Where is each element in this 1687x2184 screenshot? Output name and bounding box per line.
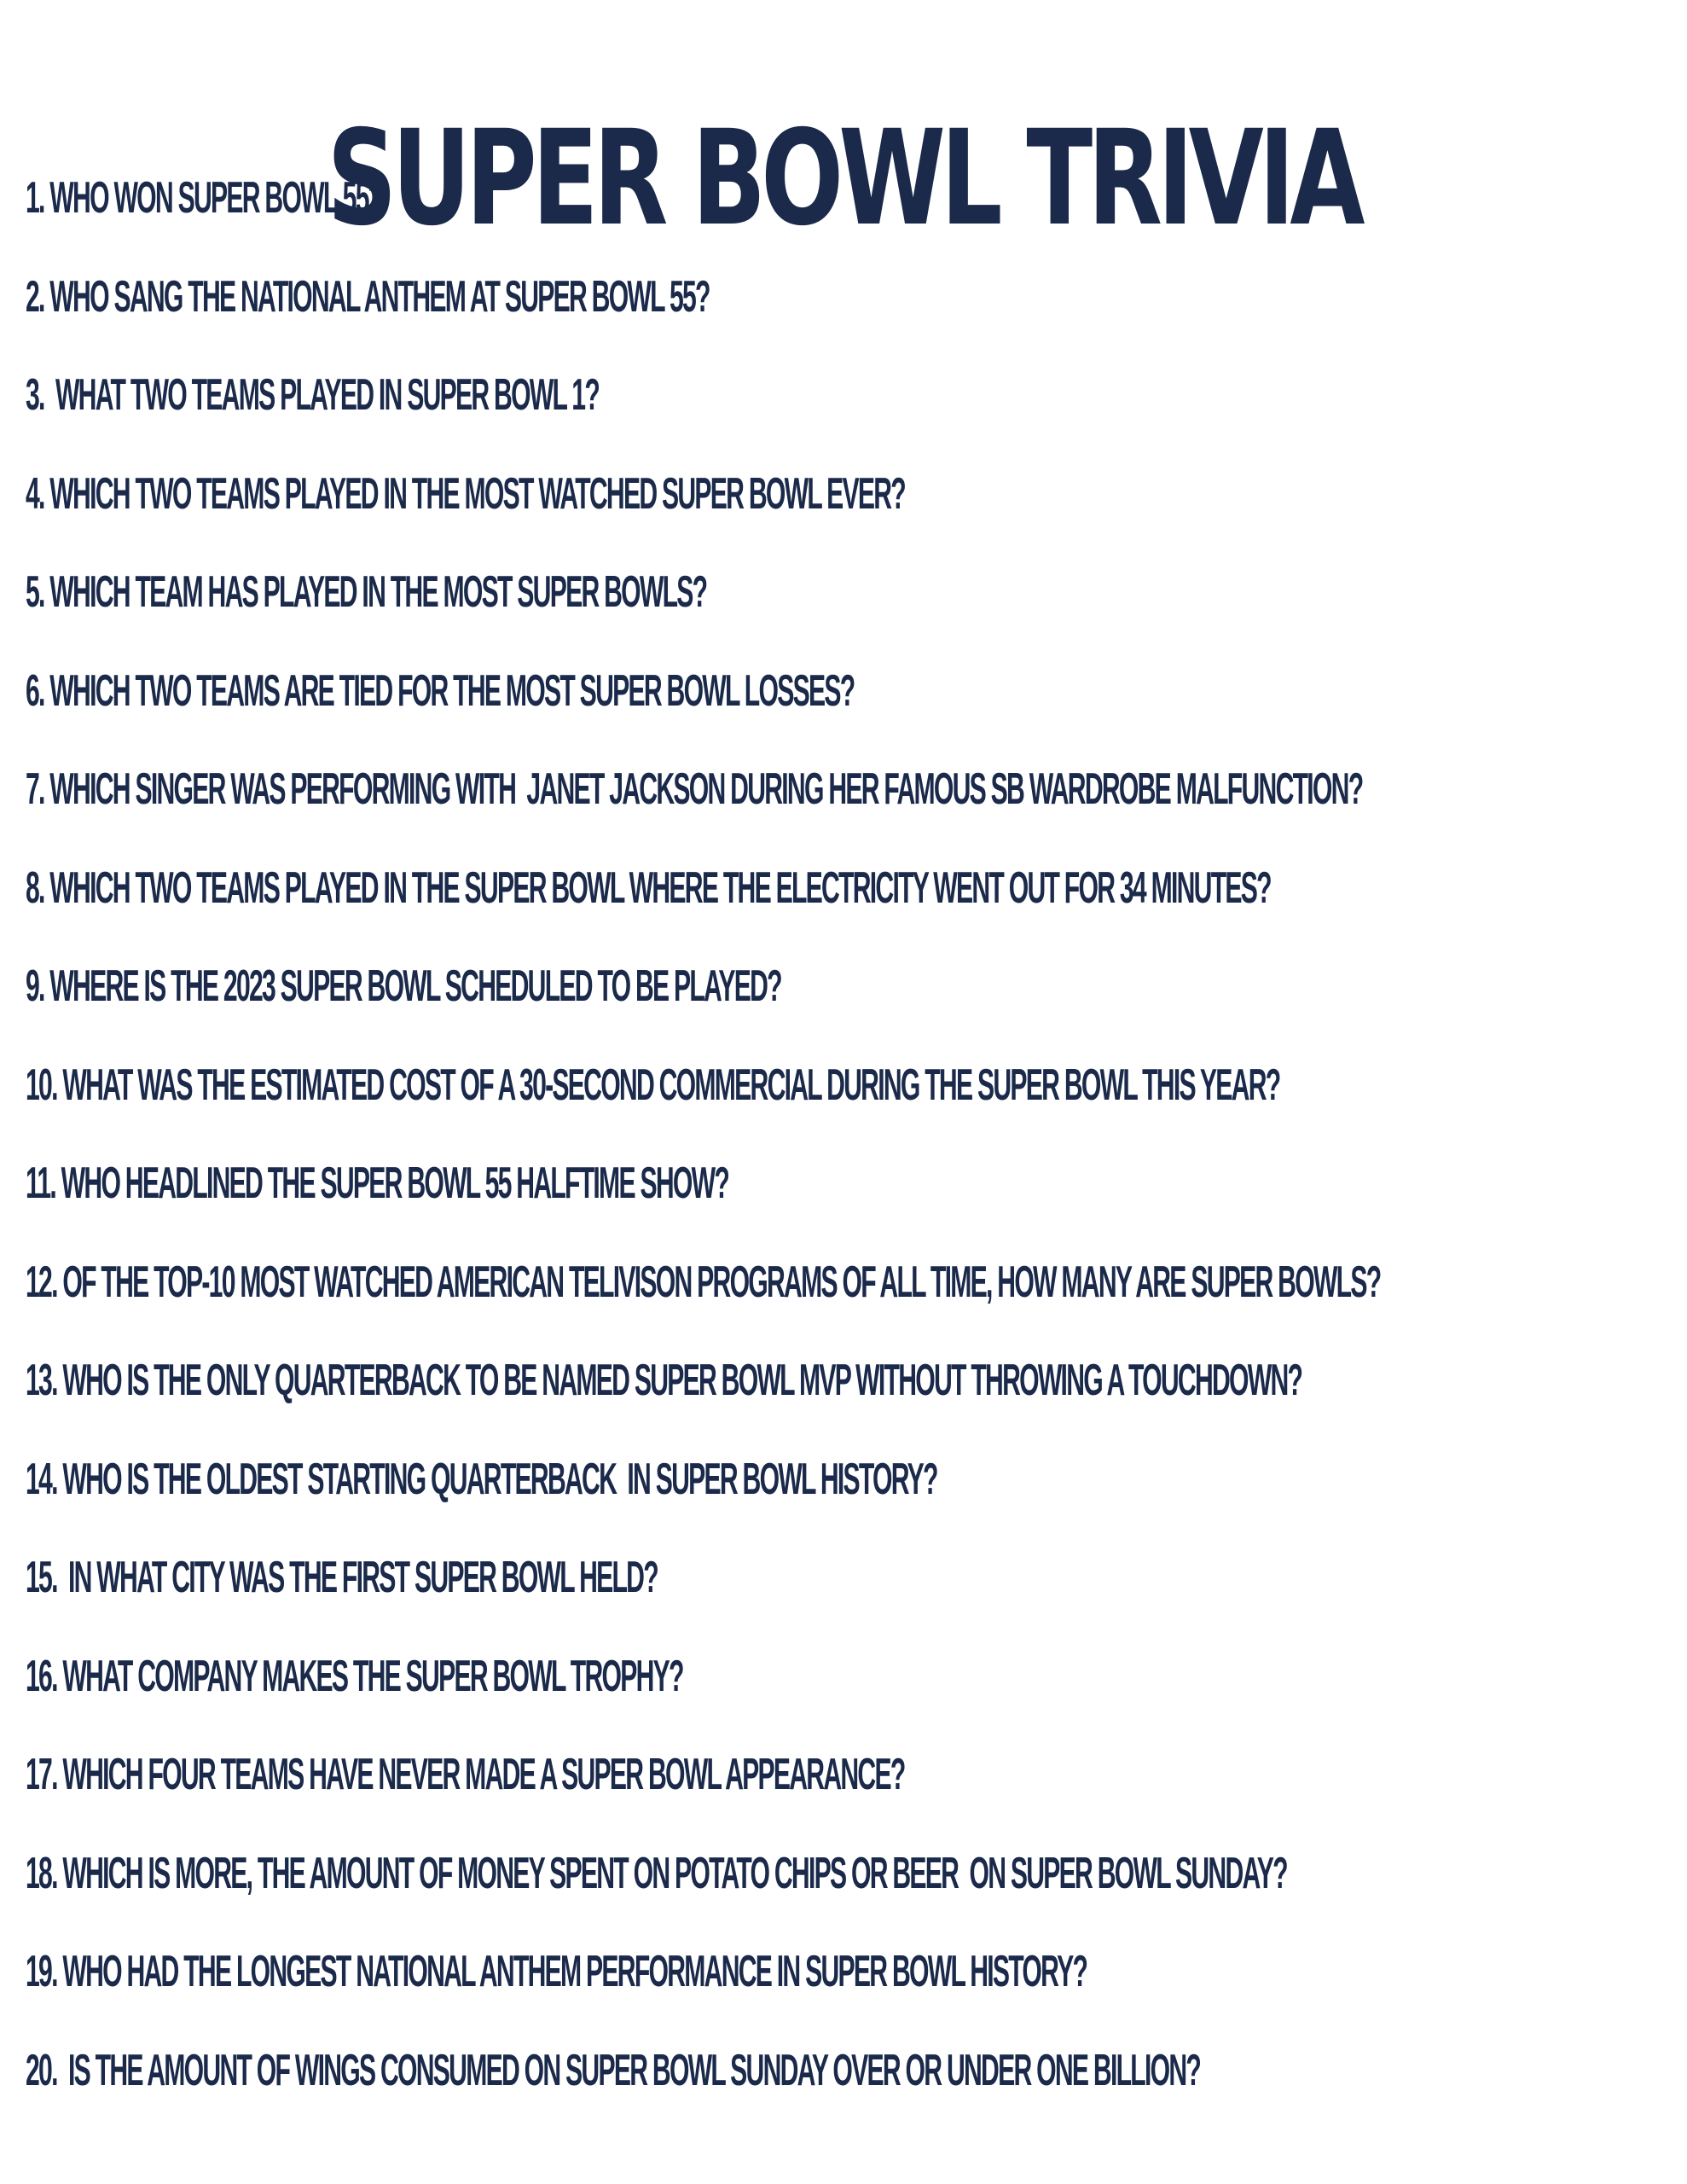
question-item: 4. WHICH TWO TEAMS PLAYED IN THE MOST WATCHED SUPER BOWL EVER? bbox=[26, 468, 905, 519]
question-item: 1. WHO WON SUPER BOWL 55? bbox=[26, 173, 383, 223]
question-item: 19. WHO HAD THE LONGEST NATIONAL ANTHEM PERFORMANCE IN SUPER BOWL HISTORY? bbox=[26, 1947, 1087, 1996]
page-title: SUPER BOWL TRIVIA bbox=[327, 102, 1360, 256]
question-item: 13. WHO IS THE ONLY QUARTERBACK TO BE NAMED SUPER BOWL MVP WITHOUT THROWING A TOUCHDOWN? bbox=[26, 1356, 1302, 1405]
question-item: 7. WHICH SINGER WAS PERFORMING WITH JANET JACKSON DURING HER FAMOUS SB WARDROBE MALFUNCTION? bbox=[26, 764, 1363, 814]
question-item: 6. WHICH TWO TEAMS ARE TIED FOR THE MOST SUPER BOWL LOSSES? bbox=[26, 665, 855, 716]
question-item: 9. WHERE IS THE 2023 SUPER BOWL SCHEDULED TO BE PLAYED? bbox=[26, 961, 781, 1011]
question-item: 18. WHICH IS MORE, THE AMOUNT OF MONEY SPENT ON POTATO CHIPS OR BEER ON SUPER BOWL SUNDAY? bbox=[26, 1848, 1287, 1898]
question-item: 15. IN WHAT CITY WAS THE FIRST SUPER BOWL HELD? bbox=[26, 1553, 658, 1602]
question-item: 11. WHO HEADLINED THE SUPER BOWL 55 HALFTIME SHOW? bbox=[26, 1159, 729, 1208]
question-item: 5. WHICH TEAM HAS PLAYED IN THE MOST SUPER BOWLS? bbox=[26, 567, 707, 617]
question-item: 16. WHAT COMPANY MAKES THE SUPER BOWL TROPHY? bbox=[26, 1651, 683, 1701]
question-item: 12. OF THE TOP-10 MOST WATCHED AMERICAN TELIVISON PROGRAMS OF ALL TIME, HOW MANY ARE SUPER BOWLS? bbox=[26, 1257, 1381, 1307]
question-item: 10. WHAT WAS THE ESTIMATED COST OF A 30-SECOND COMMERCIAL DURING THE SUPER BOWL THIS YEAR? bbox=[26, 1060, 1280, 1110]
question-item: 2. WHO SANG THE NATIONAL ANTHEM AT SUPER BOWL 55? bbox=[26, 271, 710, 322]
question-item: 3. WHAT TWO TEAMS PLAYED IN SUPER BOWL 1? bbox=[26, 370, 600, 420]
question-item: 14. WHO IS THE OLDEST STARTING QUARTERBACK IN SUPER BOWL HISTORY? bbox=[26, 1454, 937, 1504]
question-list bbox=[26, 172, 1672, 2143]
question-item: 20. IS THE AMOUNT OF WINGS CONSUMED ON SUPER BOWL SUNDAY OVER OR UNDER ONE BILLION? bbox=[26, 2045, 1201, 2095]
question-item: 8. WHICH TWO TEAMS PLAYED IN THE SUPER BOWL WHERE THE ELECTRICITY WENT OUT FOR 34 MINUTES? bbox=[26, 863, 1271, 913]
question-item: 17. WHICH FOUR TEAMS HAVE NEVER MADE A SUPER BOWL APPEARANCE? bbox=[26, 1750, 905, 1799]
